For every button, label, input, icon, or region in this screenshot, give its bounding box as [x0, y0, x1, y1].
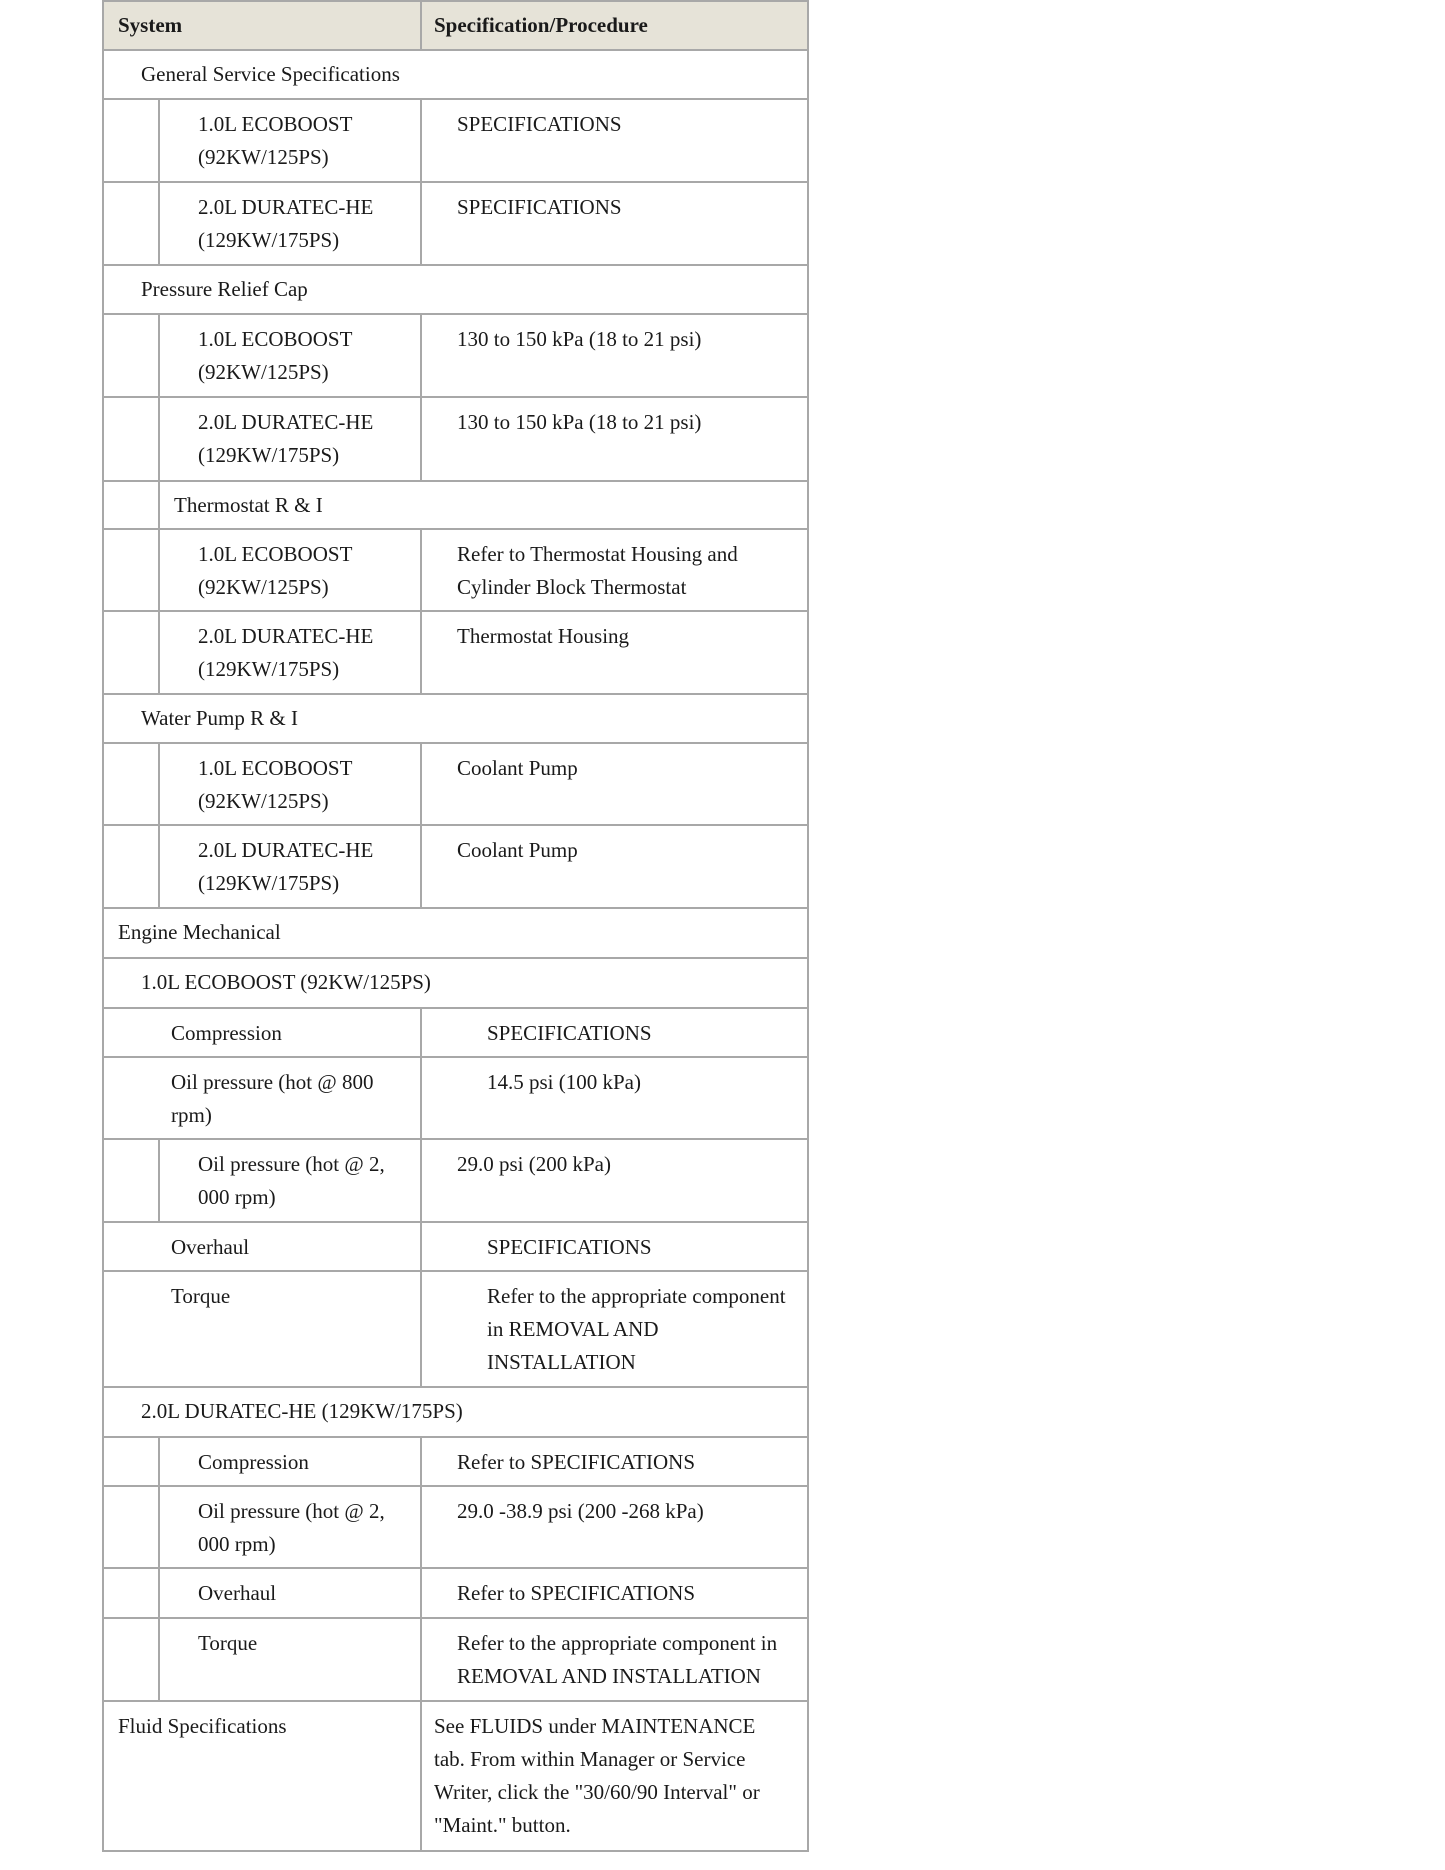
system-cell: Oil pressure (hot @ 2, 000 rpm) — [198, 1499, 385, 1556]
column-divider — [420, 1140, 422, 1221]
specification-cell: 130 to 150 kPa (18 to 21 psi) — [457, 327, 702, 351]
indent-divider — [158, 1487, 160, 1567]
system-cell: Fluid Specifications — [118, 1714, 287, 1738]
specification-cell: Refer to the appropriate component in REMOVAL AND INSTALLATION — [487, 1284, 786, 1374]
specification-cell: 130 to 150 kPa (18 to 21 psi) — [457, 410, 702, 434]
section-label: Water Pump R & I — [141, 706, 298, 730]
table-row — [102, 1140, 809, 1223]
table-row — [102, 398, 809, 482]
column-divider — [420, 612, 422, 693]
specification-cell: SPECIFICATIONS — [457, 112, 622, 136]
table-header-row — [102, 0, 809, 51]
table-row — [102, 183, 809, 266]
specification-cell: SPECIFICATIONS — [487, 1235, 652, 1259]
table-row — [102, 530, 809, 612]
section-label: General Service Specifications — [141, 62, 400, 86]
system-cell: 2.0L DURATEC-HE (129KW/175PS) — [198, 624, 374, 681]
specification-cell: See FLUIDS under MAINTENANCE tab. From within Manager or Service Writer, click the "30/60/90 Interval" or "Maint." button. — [434, 1714, 760, 1837]
system-cell: 1.0L ECOBOOST (92KW/125PS) — [198, 327, 353, 384]
indent-divider — [158, 826, 160, 907]
table-row — [102, 1058, 809, 1140]
indent-divider — [158, 1619, 160, 1700]
specification-cell: SPECIFICATIONS — [457, 195, 622, 219]
section-row — [102, 51, 809, 100]
column-divider — [420, 1702, 422, 1850]
section-row — [102, 1388, 809, 1438]
specification-cell: Coolant Pump — [457, 838, 578, 862]
system-cell: 2.0L DURATEC-HE (129KW/175PS) — [198, 410, 374, 467]
column-divider — [420, 530, 422, 610]
section-row — [102, 482, 809, 530]
table-row — [102, 826, 809, 909]
system-cell: Overhaul — [171, 1235, 250, 1259]
indent-divider — [158, 398, 160, 480]
table-row — [102, 1438, 809, 1487]
specification-table — [102, 0, 809, 1852]
column-divider — [420, 1009, 422, 1056]
column-divider — [420, 183, 422, 264]
table-row — [102, 1487, 809, 1569]
specification-cell: Thermostat Housing — [457, 624, 630, 648]
system-cell: 1.0L ECOBOOST (92KW/125PS) — [198, 756, 353, 813]
section-label: 2.0L DURATEC-HE (129KW/175PS) — [141, 1399, 463, 1423]
system-cell: Compression — [171, 1021, 282, 1045]
indent-divider — [158, 1569, 160, 1617]
header-system: System — [118, 13, 183, 37]
section-row — [102, 959, 809, 1009]
indent-divider — [158, 612, 160, 693]
header-specification: Specification/Procedure — [434, 13, 648, 37]
system-cell: 2.0L DURATEC-HE (129KW/175PS) — [198, 838, 374, 895]
column-divider — [420, 744, 422, 824]
table-row — [102, 1702, 809, 1852]
specification-cell: Refer to SPECIFICATIONS — [457, 1581, 696, 1605]
table-row — [102, 100, 809, 183]
column-divider — [420, 398, 422, 480]
column-divider — [420, 1058, 422, 1138]
table-body — [102, 51, 809, 1852]
specification-cell: 29.0 psi (200 kPa) — [457, 1152, 611, 1176]
indent-divider — [158, 744, 160, 824]
table-row — [102, 744, 809, 826]
column-divider — [420, 1619, 422, 1700]
section-row — [102, 909, 809, 959]
specification-cell: 29.0 -38.9 psi (200 -268 kPa) — [457, 1499, 704, 1523]
table-row — [102, 1272, 809, 1388]
system-cell: 1.0L ECOBOOST (92KW/125PS) — [198, 542, 353, 599]
section-row — [102, 266, 809, 315]
indent-divider — [158, 1140, 160, 1221]
column-divider — [420, 2, 422, 49]
system-cell: 1.0L ECOBOOST (92KW/125PS) — [198, 112, 353, 169]
table-row — [102, 1223, 809, 1272]
column-divider — [420, 1272, 422, 1386]
specification-cell: Refer to Thermostat Housing and Cylinder Block Thermostat — [457, 542, 738, 599]
table-row — [102, 1009, 809, 1058]
column-divider — [420, 1223, 422, 1270]
system-cell: Oil pressure (hot @ 800 rpm) — [171, 1070, 374, 1127]
specification-cell: Refer to the appropriate component in REMOVAL AND INSTALLATION — [457, 1631, 778, 1688]
table-row — [102, 1619, 809, 1702]
column-divider — [420, 315, 422, 396]
indent-divider — [158, 1438, 160, 1485]
column-divider — [420, 100, 422, 181]
system-cell: Torque — [171, 1284, 231, 1308]
system-cell: Compression — [198, 1450, 309, 1474]
table-row — [102, 315, 809, 398]
column-divider — [420, 1487, 422, 1567]
column-divider — [420, 1569, 422, 1617]
table-row — [102, 612, 809, 695]
indent-divider — [158, 100, 160, 181]
system-cell: Oil pressure (hot @ 2, 000 rpm) — [198, 1152, 385, 1209]
section-label: Engine Mechanical — [118, 920, 281, 944]
column-divider — [420, 826, 422, 907]
specification-cell: Refer to SPECIFICATIONS — [457, 1450, 696, 1474]
system-cell: Torque — [198, 1631, 258, 1655]
indent-divider — [158, 482, 160, 528]
column-divider — [420, 1438, 422, 1485]
system-cell: 2.0L DURATEC-HE (129KW/175PS) — [198, 195, 374, 252]
specification-cell: 14.5 psi (100 kPa) — [487, 1070, 641, 1094]
section-label: 1.0L ECOBOOST (92KW/125PS) — [141, 970, 431, 994]
section-label: Thermostat R & I — [174, 493, 323, 517]
indent-divider — [158, 183, 160, 264]
table-row — [102, 1569, 809, 1619]
indent-divider — [158, 530, 160, 610]
specification-cell: Coolant Pump — [457, 756, 578, 780]
indent-divider — [158, 315, 160, 396]
section-label: Pressure Relief Cap — [141, 277, 308, 301]
section-row — [102, 695, 809, 744]
specification-cell: SPECIFICATIONS — [487, 1021, 652, 1045]
system-cell: Overhaul — [198, 1581, 277, 1605]
